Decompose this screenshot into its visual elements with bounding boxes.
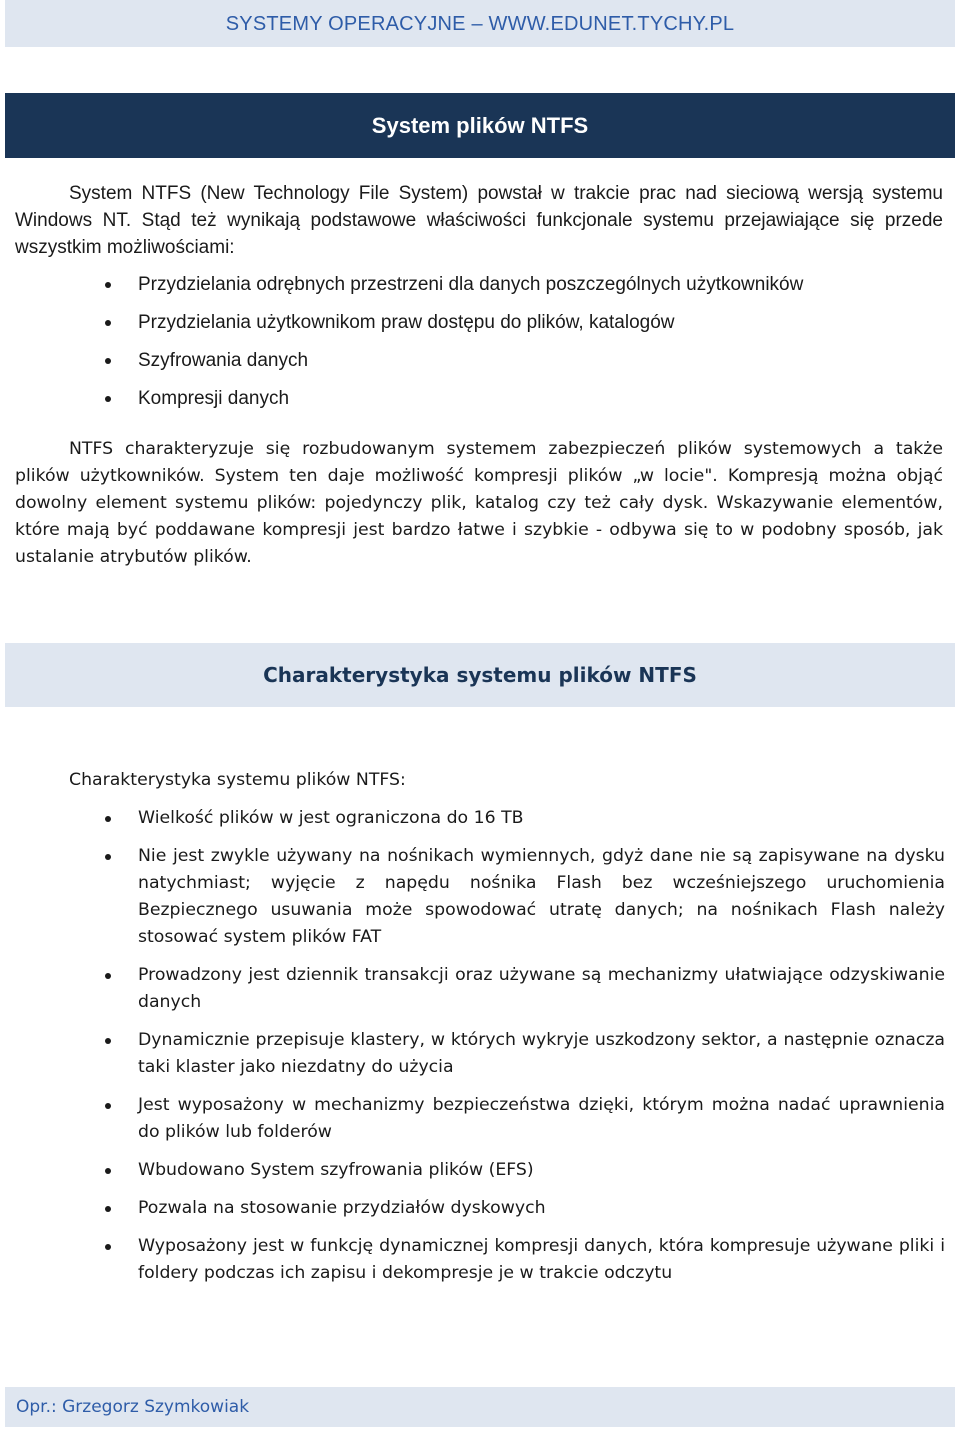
list-item-text: Wielkość plików w jest ograniczona do 16 TB [138,808,524,828]
section-banner [5,643,955,707]
list-item-text: Wyposażony jest w funkcję dynamicznej kompresji danych, która kompresuje używane pliki i foldery podczas ich zapisu i dekompresje je w trakcie odczytu [138,1236,945,1283]
list-item-text: Kompresji danych [138,388,290,409]
list-item [0,385,945,423]
bullet-icon [105,973,111,979]
bullet-icon [105,396,111,402]
list-item [0,1195,945,1222]
list-item [0,843,945,951]
list-item [0,805,945,832]
list-item [0,1233,945,1287]
list-item [0,271,945,309]
list-item [0,1027,945,1081]
list-item [0,962,945,1016]
bullet-icon [105,282,111,288]
features-list [0,271,945,423]
list-item-text: Prowadzony jest dziennik transakcji oraz używane są mechanizmy ułatwiające odzyskiwanie danych [138,965,945,1012]
bullet-icon [105,1244,111,1250]
bullet-icon [105,1038,111,1044]
bullet-icon [105,854,111,860]
bullet-icon [105,320,111,326]
intro-paragraph: System NTFS (New Technology File System) powstał w trakcie prac nad sieciową wersją systemu Windows NT. Stąd też wynikają podstawowe właściwości funkcjonale systemu przejawiające się przede wszystkim możliwościami: [15,183,943,258]
header-text: SYSTEMY OPERACYJNE – WWW.EDUNET.TYCHY.PL [225,13,735,35]
list-item-text: Nie jest zwykle używany na nośnikach wymiennych, gdyż dane nie są zapisywane na dysku natychmiast; wyjęcie z napędu nośnika Flash bez wcześniejszego uruchomienia Bezpiecznego usuwania może spowodować utratę danych; na nośnikach Flash należy stosować system plików FAT [138,846,945,947]
section-title: Charakterystyka systemu plików NTFS [263,663,697,687]
footer-author: Opr.: Grzegorz Szymkowiak [16,1397,250,1417]
bullet-icon [105,358,111,364]
list-item-text: Dynamicznie przepisuje klastery, w których wykryje uszkodzony sektor, a następnie oznacza taki klaster jako niezdatny do użycia [138,1030,945,1077]
page-footer [5,1387,955,1427]
list-item [0,1157,945,1184]
bullet-icon [105,1103,111,1109]
list-item-text: Jest wyposażony w mechanizmy bezpieczeństwa dzięki, którym można nadać uprawnienia do plików lub folderów [138,1095,945,1142]
list-item-text: Pozwala na stosowanie przydziałów dyskowych [138,1198,546,1218]
bullet-icon [105,1168,111,1174]
bullet-icon [105,1206,111,1212]
page-title: System plików NTFS [371,113,589,138]
title-banner [5,93,955,158]
page-header [5,0,955,47]
bullet-icon [105,816,111,822]
list-item-text: Przydzielania odrębnych przestrzeni dla danych poszczególnych użytkowników [138,274,804,295]
list-item [0,309,945,347]
characteristics-list [0,805,945,1298]
characteristics-intro: Charakterystyka systemu plików NTFS: [69,770,406,790]
list-item-text: Wbudowano System szyfrowania plików (EFS) [138,1160,534,1180]
description-paragraph: NTFS charakteryzuje się rozbudowanym systemem zabezpieczeń plików systemowych a także plików użytkowników. System ten daje możliwość kompresji plików „w locie". Kompresją można objąć dowolny element systemu plików: pojedynczy plik, katalog czy też cały dysk. Wskazywanie elementów, które mają być poddawane kompresji jest bardzo łatwe i szybkie - odbywa się to w podobny sposób, jak ustalanie atrybutów plików. [15,439,943,567]
list-item [0,1092,945,1146]
list-item-text: Szyfrowania danych [138,350,309,371]
list-item-text: Przydzielania użytkownikom praw dostępu do plików, katalogów [138,312,675,333]
list-item [0,347,945,385]
